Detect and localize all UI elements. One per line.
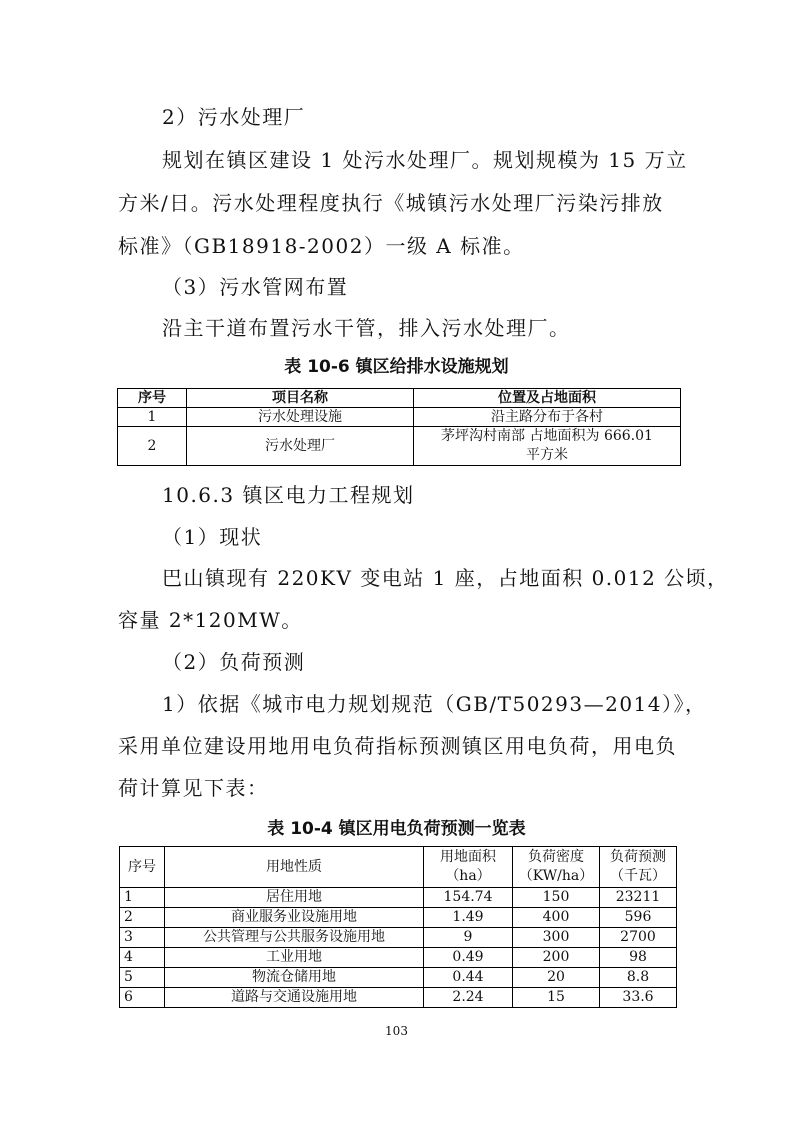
- table-cell: 20: [513, 968, 600, 988]
- table-cell: 1.49: [424, 908, 513, 928]
- table-cell: 1: [120, 888, 165, 908]
- table-cell: 2.24: [424, 988, 513, 1008]
- text-p3: （3）污水管网布置: [162, 275, 349, 299]
- header-line: 用地面积: [440, 849, 496, 865]
- table-cell: 400: [513, 908, 600, 928]
- table-cell: 33.6: [600, 988, 677, 1008]
- text-p9b: 采用单位建设用地用电负荷指标预测镇区用电负荷，用电负: [118, 734, 677, 758]
- text-p7a: 巴山镇现有 220KV 变电站 1 座，占地面积 0.012 公顷，: [162, 566, 729, 590]
- table-cell: 596: [600, 908, 677, 928]
- table-row: [118, 427, 681, 466]
- table-row: [120, 928, 677, 948]
- table-cell: 2700: [600, 928, 677, 948]
- table-cell: 2: [120, 908, 165, 928]
- page-number: 103: [385, 1024, 408, 1038]
- header-line: （千瓦）: [610, 868, 666, 884]
- cell-line: 茅坪沟村南部 占地面积为 666.01: [441, 428, 653, 444]
- table-row: [120, 988, 677, 1008]
- text-p9c: 荷计算见下表：: [118, 776, 269, 800]
- table-cell: 150: [513, 888, 600, 908]
- table-cell: 200: [513, 948, 600, 968]
- table-cell: 污水处理设施: [187, 408, 414, 427]
- table-cell: 公共管理与公共服务设施用地: [165, 928, 424, 948]
- table1-caption: 表 10-6 镇区给排水设施规划: [284, 357, 509, 377]
- table-header-row: [120, 847, 677, 888]
- header-line: （ha）: [445, 868, 491, 884]
- table-cell: 1: [118, 408, 187, 427]
- text-p8: （2）负荷预测: [162, 650, 306, 674]
- table-header: [513, 847, 600, 888]
- header-line: （KW/ha）: [518, 868, 594, 884]
- text-p2a: 规划在镇区建设 1 处污水处理厂。规划规模为 15 万立: [162, 148, 688, 172]
- table-cell: 23211: [600, 888, 677, 908]
- text-p2b: 方米/日。污水处理程度执行《城镇污水处理厂污染污排放: [118, 191, 664, 215]
- table-header: 位置及占地面积: [414, 389, 681, 408]
- table-row: [120, 908, 677, 928]
- table-cell: 4: [120, 948, 165, 968]
- text-p1: 2）污水处理厂: [162, 105, 306, 129]
- header-line: 负荷预测: [610, 849, 666, 865]
- table-cell: [414, 427, 681, 466]
- table-cell: 2: [118, 427, 187, 466]
- table2-caption: 表 10-4 镇区用电负荷预测一览表: [267, 819, 526, 839]
- table-cell: 居住用地: [165, 888, 424, 908]
- table-cell: 沿主路分布于各村: [414, 408, 681, 427]
- text-p4: 沿主干道布置污水干管，排入污水处理厂。: [162, 316, 571, 340]
- table-cell: 300: [513, 928, 600, 948]
- table-cell: 0.44: [424, 968, 513, 988]
- table-cell: 5: [120, 968, 165, 988]
- water-facility-table: [117, 388, 681, 466]
- text-p5: 10.6.3 镇区电力工程规划: [162, 483, 415, 507]
- table-header-row: [118, 389, 681, 408]
- table-cell: 物流仓储用地: [165, 968, 424, 988]
- table-cell: 98: [600, 948, 677, 968]
- table-row: [118, 408, 681, 427]
- table-cell: 15: [513, 988, 600, 1008]
- text-p2c: 标准》（GB18918-2002）一级 A 标准。: [118, 234, 525, 258]
- table-cell: 0.49: [424, 948, 513, 968]
- table-cell: 道路与交通设施用地: [165, 988, 424, 1008]
- table-row: [120, 968, 677, 988]
- table-header: [424, 847, 513, 888]
- table-cell: 6: [120, 988, 165, 1008]
- table-cell: 9: [424, 928, 513, 948]
- text-p7b: 容量 2*120MW。: [118, 608, 303, 632]
- table-cell: 3: [120, 928, 165, 948]
- table-row: [120, 888, 677, 908]
- table-row: [120, 948, 677, 968]
- load-forecast-table: [119, 846, 677, 1008]
- table-cell: 商业服务业设施用地: [165, 908, 424, 928]
- table-header: 用地性质: [165, 847, 424, 888]
- table-header: 序号: [120, 847, 165, 888]
- table-header: 项目名称: [187, 389, 414, 408]
- table-header: 序号: [118, 389, 187, 408]
- header-line: 负荷密度: [528, 849, 584, 865]
- table-cell: 工业用地: [165, 948, 424, 968]
- table-header: [600, 847, 677, 888]
- table-cell: 污水处理厂: [187, 427, 414, 466]
- text-p9a: 1）依据《城市电力规划规范（GB/T50293—2014）》，: [162, 692, 707, 716]
- text-p6: （1）现状: [162, 525, 263, 549]
- table-cell: 154.74: [424, 888, 513, 908]
- table-cell: 8.8: [600, 968, 677, 988]
- cell-line: 平方米: [526, 447, 568, 463]
